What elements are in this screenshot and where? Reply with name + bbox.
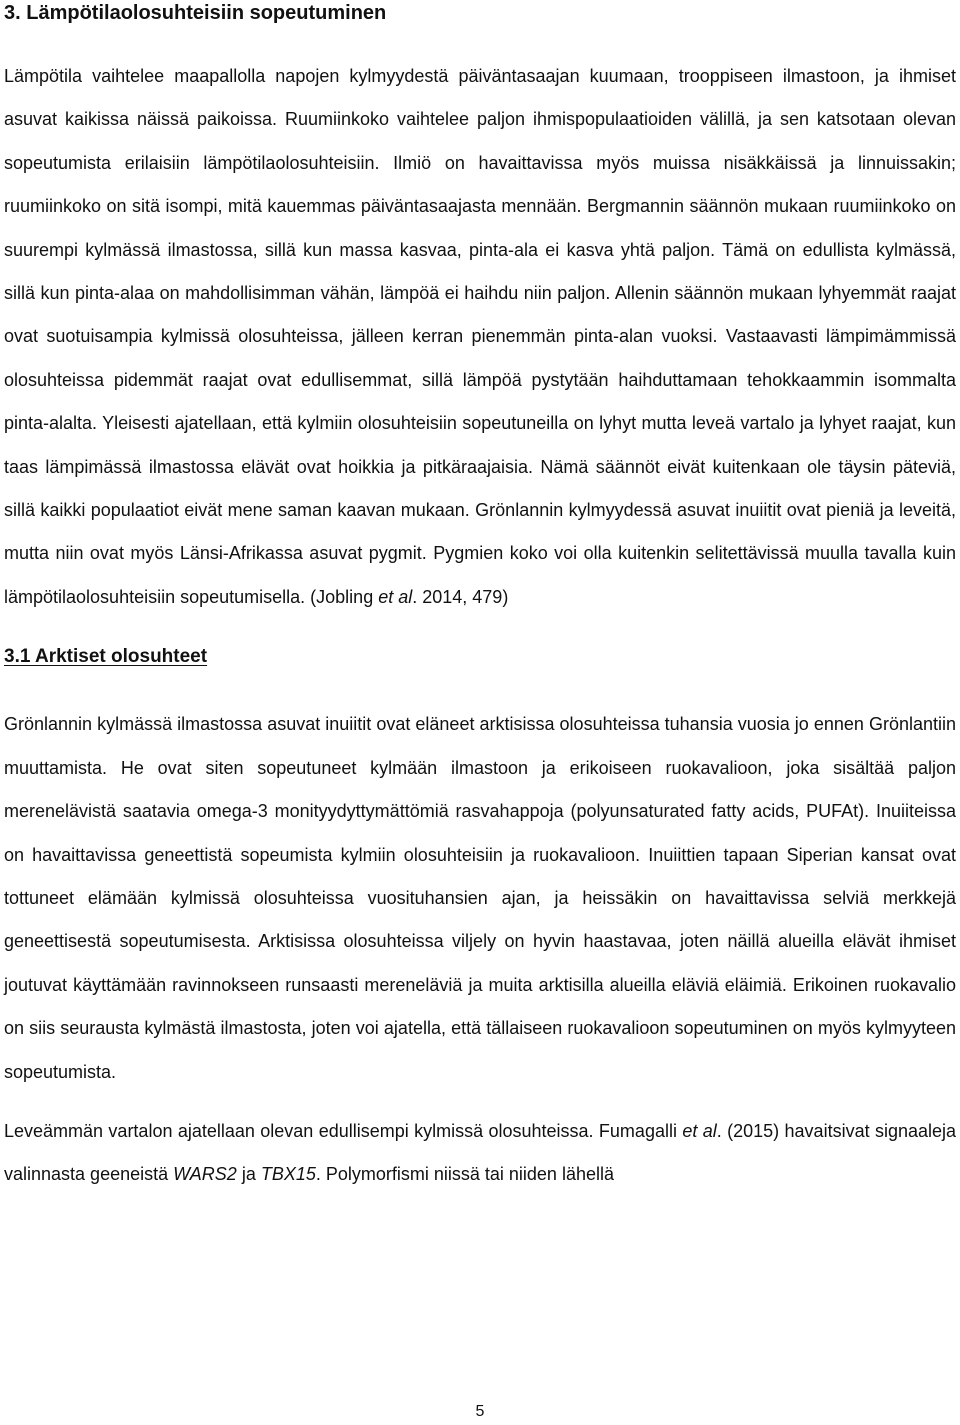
italic-text: et al [682,1120,717,1141]
section-paragraph [4,55,956,619]
paragraph-text: ja [236,1164,261,1185]
subsection-paragraph-2 [4,1110,956,1197]
subsection-paragraph: Grönlannin kylmässä ilmastossa asuvat inuiitit ovat eläneet arktisissa olosuhteissa tuhansia vuosia jo ennen Grönlantiin muuttamista. He ovat siten sopeutuneet kylmään ilmastoon ja erikoiseen ruokavalioon, joka sisältää paljon merenelävistä saatavia omega-3 monityydyttymättömiä rasvahappoja (polyunsaturated fatty acids, PUFAt). Inuiiteissa on havaittavissa geneettistä sopeumista kylmiin olosuhteisiin ja ruokavalioon. Inuiittien tapaan Siperian kansat ovat tottuneet elämään kylmissä olosuhteissa vuosituhansien ajan, ja heissäkin on havaittavissa selviä merkkejä geneettisestä sopeutumisesta. Arktisissa olosuhteissa viljely on hyvin haastavaa, joten näillä alueilla elävät ihmiset joutuvat käyttämään ravinnokseen runsaasti mereneläviä ja muita arktisilla alueilla eläviä eläimiä. Erikoinen ruokavalio on siis seurausta kylmästä ilmastosta, joten voi ajatella, että tällaiseen ruokavalioon sopeutuminen on myös kylmyyteen sopeutumista. [4,714,956,1082]
paragraph-text: . 2014, 479) [412,586,509,607]
document-page [4,0,956,1197]
paragraph-text: . (2015) havaitsivat signaaleja valinnasta geeneistä [4,1120,957,1185]
paragraph-text: . Polymorfismi niissä tai niiden lähellä [315,1164,614,1185]
page-number: 5 [475,1403,485,1420]
gene-name-tbx15: TBX15 [260,1164,316,1185]
italic-text: et al [378,586,413,607]
gene-name-wars2: WARS2 [173,1164,237,1185]
paragraph-text: Leveämmän vartalon ajatellaan olevan edullisempi kylmissä olosuhteissa. Fumagalli [4,1120,683,1141]
section-heading: 3. Lämpötilaolosuhteisiin sopeutuminen [4,2,387,24]
paragraph-text: Lämpötila vaihtelee maapallolla napojen kylmyydestä päiväntasaajan kuumaan, trooppiseen ilmastoon, ja ihmiset asuvat kaikissa näissä paikoissa. Ruumiinkoko vaihtelee paljon ihmispopulaatioiden välillä, ja sen katsotaan olevan sopeutumista erilaisiin lämpötilaolosuhteisiin. Ilmiö on havaittavissa myös muissa nisäkkäissä ja linnuissakin; ruumiinkoko on sitä isompi, mitä kauemmas päiväntasaajasta mennään. Bergmannin säännön mukaan ruumiinkoko on suurempi kylmässä ilmastossa, sillä kun massa kasvaa, pinta-ala ei kasva yhtä paljon. Tämä on edullista kylmässä, sillä kun pinta-alaa on mahdollisimman vähän, lämpöä ei haihdu niin paljon. Allenin säännön mukaan lyhyemmät raajat ovat suotuisampia kylmissä olosuhteissa, jälleen kerran pienemmän pinta-alan vuoksi. Vastaavasti lämpimämmissä olosuhteissa pidemmät raajat ovat edullisemmat, sillä lämpöä pystytään haihduttamaan tehokkaammin isommalta pinta-alalta. Yleisesti ajatellaan, että kylmiin olosuhteisiin sopeutuneilla on lyhyt mutta leveä vartalo ja lyhyet raajat, kun taas lämpimässä ilmastossa elävät ovat hoikkia ja pitkäraajaisia. Nämä säännöt eivät kuitenkaan ole täysin päteviä, sillä kaikki populaatiot eivät mene saman kaavan mukaan. Grönlannin kylmyydessä asuvat inuiitit ovat pieniä ja leveitä, mutta niin ovat myös Länsi-Afrikassa asuvat pygmit. Pygmien koko voi olla kuitenkin selitettävissä muulla tavalla kuin lämpötilaolosuhteisiin sopeutumisella. (Jobling [4,66,956,607]
subsection-heading: 3.1 Arktiset olosuhteet [4,646,208,668]
